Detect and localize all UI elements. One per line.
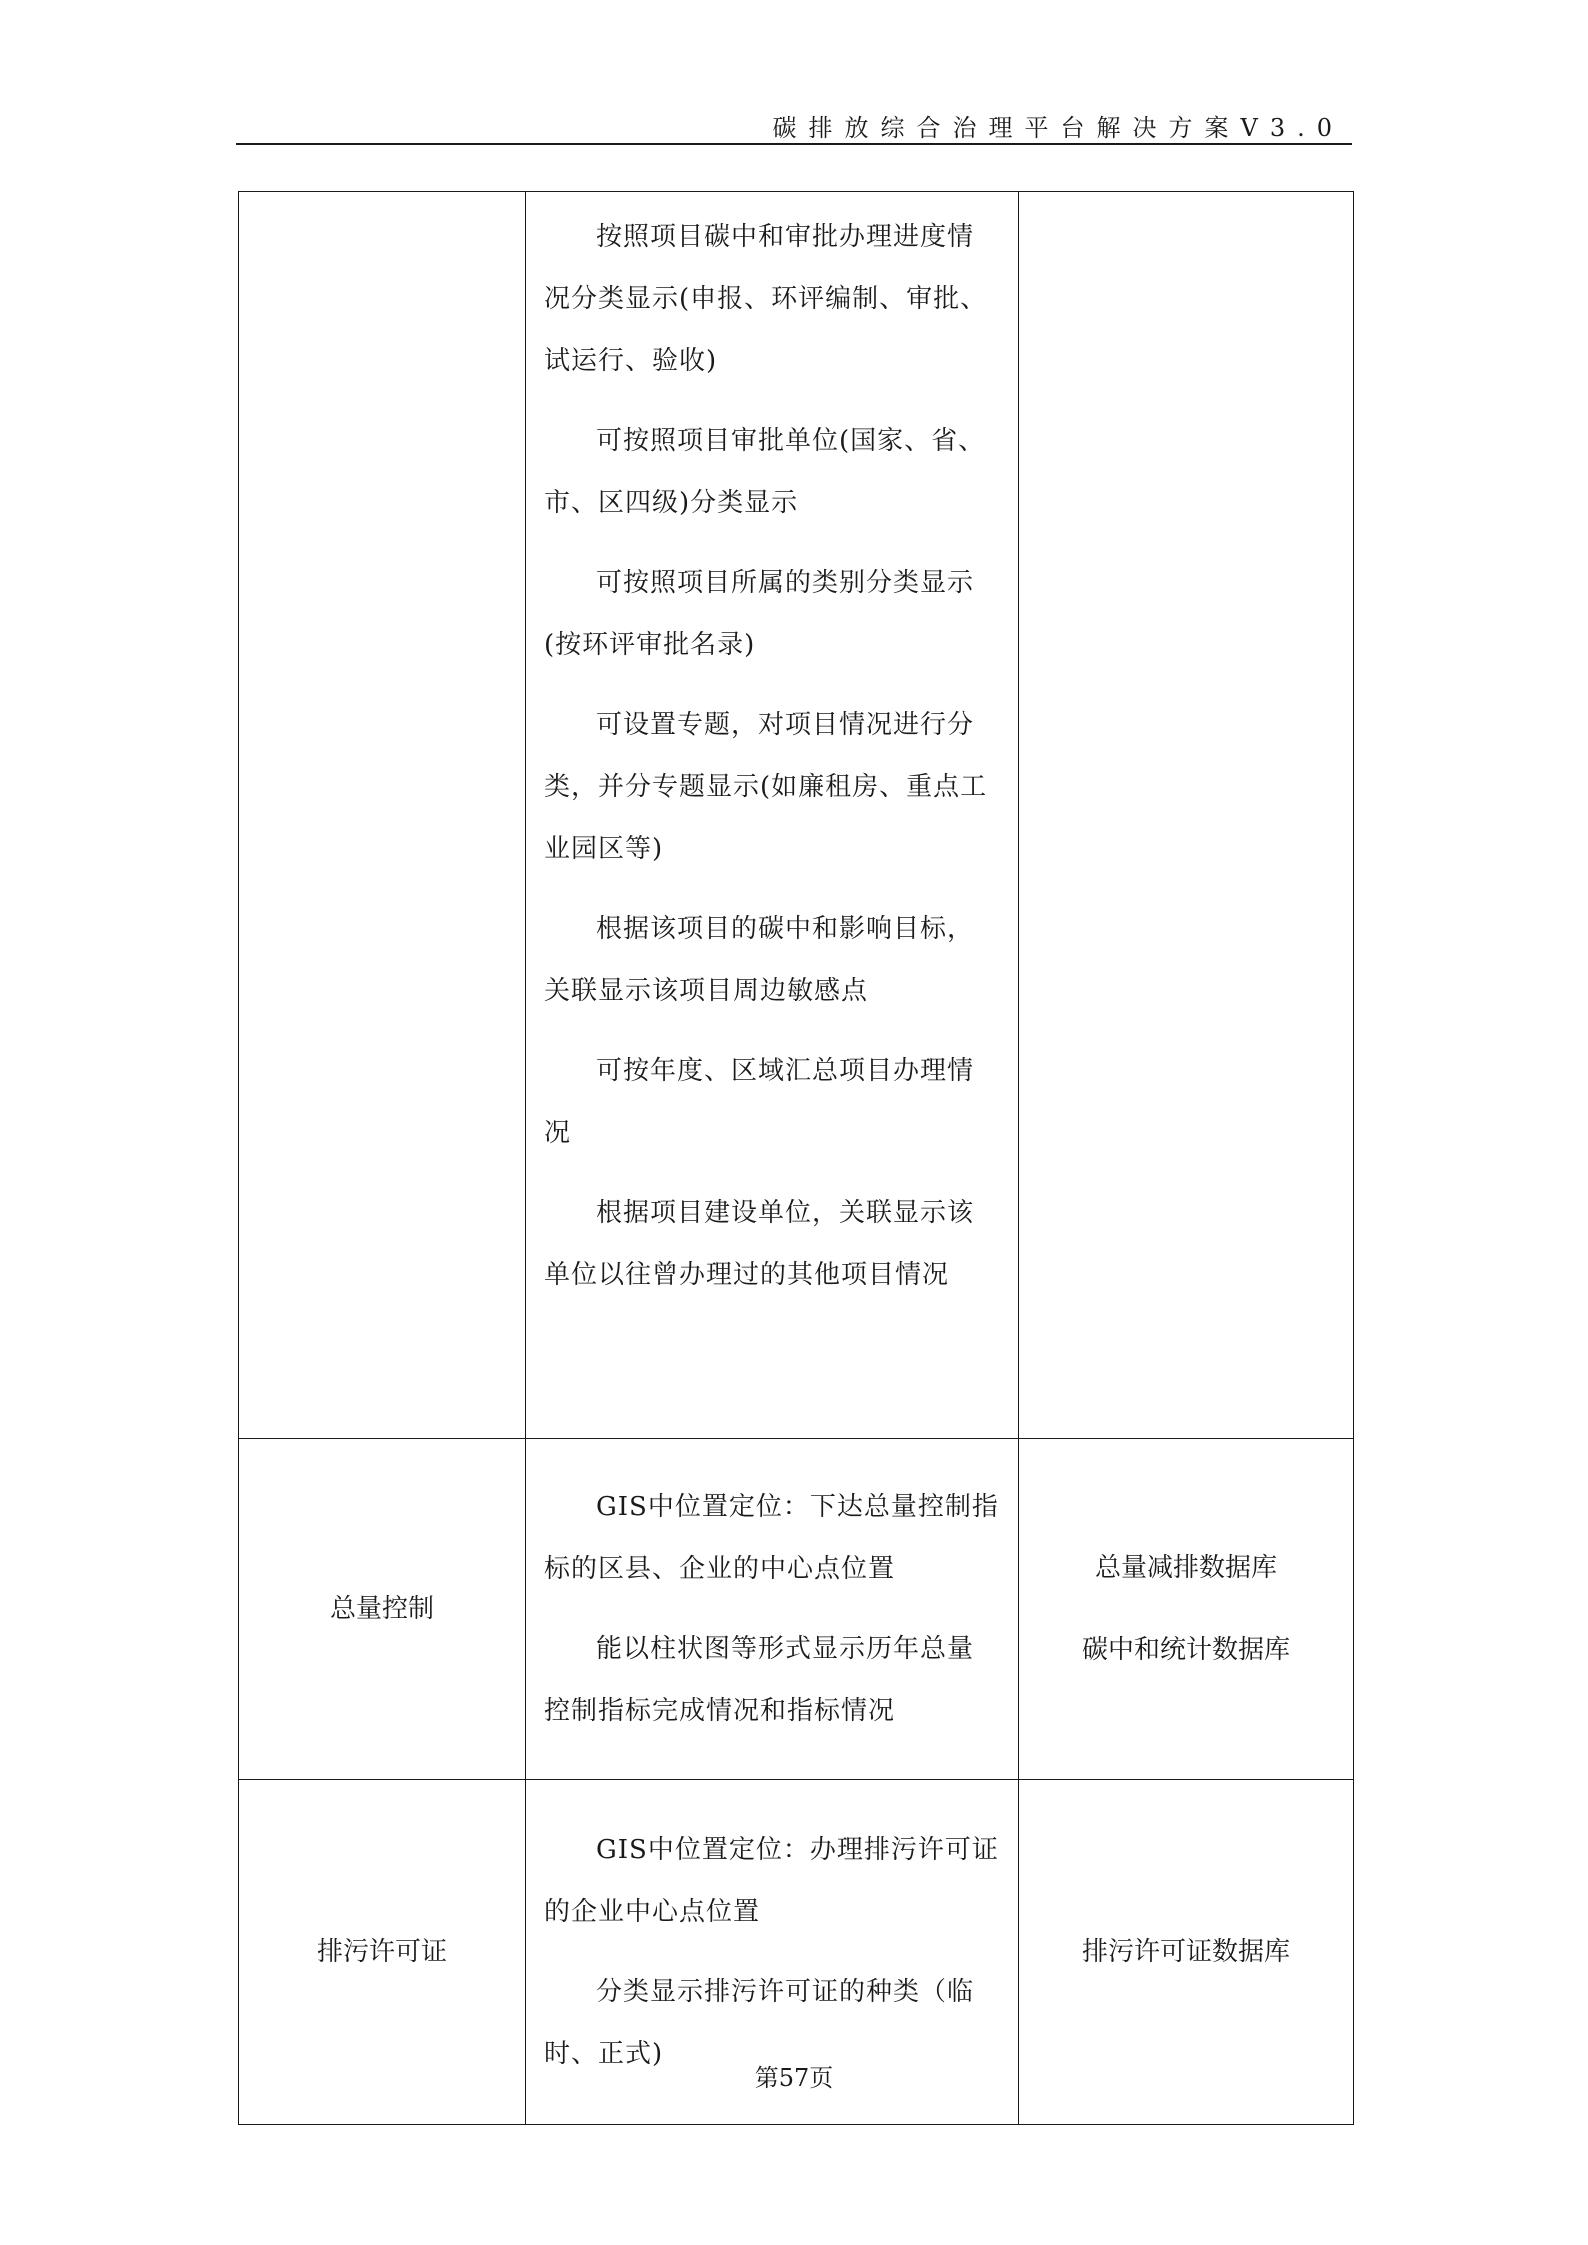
table-cell-module-name <box>239 192 526 1439</box>
function-paragraph: 可按年度、区域汇总项目办理情况 <box>544 1056 975 1148</box>
table-row <box>239 1439 1354 1780</box>
page-number: 第57页 <box>754 2064 834 2092</box>
function-paragraph: 可设置专题，对项目情况进行分类，并分专题显示(如廉租房、重点工业园区等) <box>544 710 988 864</box>
function-paragraph: 分类显示排污许可证的种类（临时、正式) <box>544 1977 975 2069</box>
table-cell-module-name: 排污许可证 <box>239 1780 526 2125</box>
database-name: 总量减排数据库 <box>1094 1553 1277 1583</box>
table-cell-functions <box>526 1439 1019 1780</box>
function-paragraph: 根据该项目的碳中和影响目标，关联显示该项目周边敏感点 <box>544 914 975 1006</box>
function-paragraph: 可按照项目所属的类别分类显示(按环评审批名录) <box>544 568 975 660</box>
function-paragraph: 能以柱状图等形式显示历年总量控制指标完成情况和指标情况 <box>544 1634 975 1726</box>
function-paragraph: 按照项目碳中和审批办理进度情况分类显示(申报、环评编制、审批、试运行、验收) <box>544 222 988 376</box>
table-row <box>239 192 1354 1439</box>
database-name: 排污许可证数据库 <box>1081 1937 1290 1967</box>
table-cell-module-name: 总量控制 <box>239 1439 526 1780</box>
table-cell-databases <box>1019 192 1354 1439</box>
function-paragraph: GIS中位置定位：办理排污许可证的企业中心点位置 <box>544 1835 999 1927</box>
database-name: 碳中和统计数据库 <box>1081 1635 1290 1665</box>
function-table <box>238 191 1354 2125</box>
header-divider <box>236 143 1352 145</box>
table-cell-databases <box>1019 1439 1354 1780</box>
document-header-title: 碳排放综合治理平台解决方案V3.0 <box>772 114 1344 142</box>
function-paragraph: 可按照项目审批单位(国家、省、市、区四级)分类显示 <box>544 426 986 518</box>
function-paragraph: GIS中位置定位：下达总量控制指标的区县、企业的中心点位置 <box>544 1492 999 1584</box>
table-cell-functions <box>526 192 1019 1439</box>
function-paragraph: 根据项目建设单位，关联显示该单位以往曾办理过的其他项目情况 <box>544 1198 975 1290</box>
